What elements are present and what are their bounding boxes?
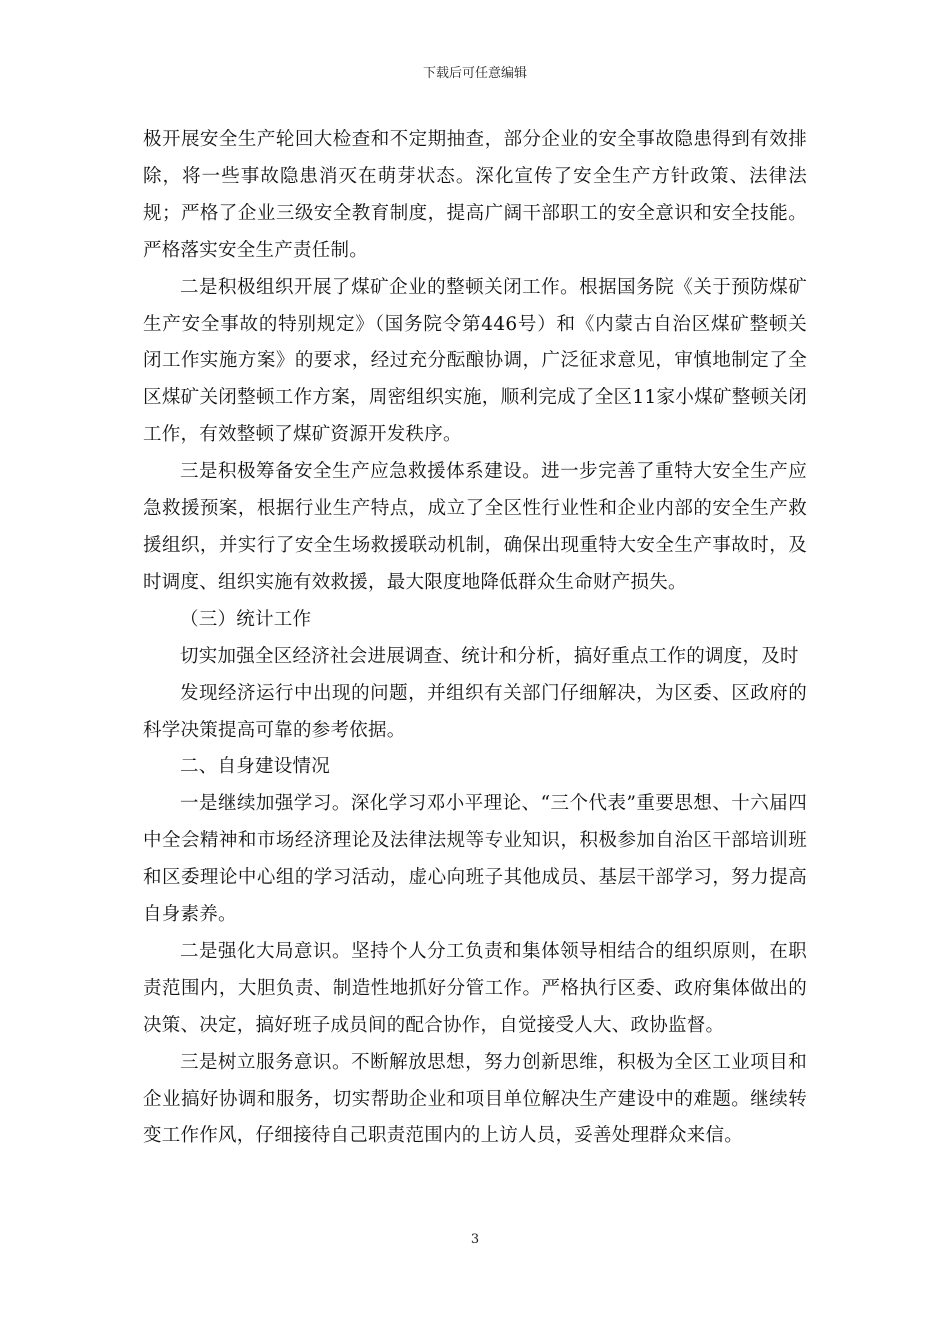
paragraph-emergency-rescue: 三是积极筹备安全生产应急救援体系建设。进一步完善了重特大安全生产应急救援预案，根据行业生产特点，成立了全区性行业性和企业内部的安全生产救援组织，并实行了安全生场救援联动机制，确保出现重特大安全生产事故时，及时调度、组织实施有效救援，最大限度地降低群众生命财产损失。: [143, 461, 807, 593]
paragraph-continue-learning: 一是继续加强学习。深化学习邓小平理论、“三个代表”重要思想、十六届四中全会精神和市场经济理论及法律法规等专业知识，积极参加自治区干部培训班和区委理论中心组的学习活动，虚心向班子其他成员、基层干部学习，努力提高自身素养。: [143, 793, 807, 926]
section-heading-statistics: （三）统计工作: [180, 608, 312, 630]
paragraph-overall-awareness: 二是强化大局意识。坚持个人分工负责和集体领导相结合的组织原则，在职责范围内，大胆负责、制造性地抓好分管工作。严格执行区委、政府集体做出的决策、决定，搞好班子成员间的配合协作，自觉接受人大、政协监督。: [143, 940, 807, 1036]
paragraph-safety-inspection: 极开展安全生产轮回大检查和不定期抽查，部分企业的安全事故隐患得到有效排除，将一些事故隐患消灭在萌芽状态。深化宣传了安全生产方针政策、法律法规；严格了企业三级安全教育制度，提高广阔干部职工的安全意识和安全技能。严格落实安全生产责任制。: [143, 129, 807, 261]
paragraph-coal-mine-closure: 二是积极组织开展了煤矿企业的整顿关闭工作。根据国务院《关于预防煤矿生产安全事故的特别规定》（国务院令第446号）和《内蒙古自治区煤矿整顿关闭工作实施方案》的要求，经过充分酝酿协调，广泛征求意见，审慎地制定了全区煤矿关闭整顿工作方案，周密组织实施，顺利完成了全区11家小煤矿整顿关闭工作，有效整顿了煤矿资源开发秩序。: [143, 276, 807, 446]
paragraph-statistics-problems: 发现经济运行中出现的问题，并组织有关部门仔细解决，为区委、区政府的科学决策提高可靠的参考依据。: [143, 682, 807, 741]
paragraph-service-awareness: 三是树立服务意识。不断解放思想，努力创新思维，积极为全区工业项目和企业搞好协调和服务，切实帮助企业和项目单位解决生产建设中的难题。继续转变工作作风，仔细接待自己职责范围内的上访人员，妥善处理群众来信。: [143, 1051, 807, 1147]
paragraph-statistics-analysis: 切实加强全区经济社会进展调查、统计和分析，搞好重点工作的调度，及时: [180, 645, 799, 667]
page-header: 下载后可任意编辑: [422, 66, 527, 81]
page-number: 3: [470, 1232, 480, 1247]
section-heading-self-building: 二、自身建设情况: [180, 756, 331, 778]
document-body: [143, 122, 807, 1155]
